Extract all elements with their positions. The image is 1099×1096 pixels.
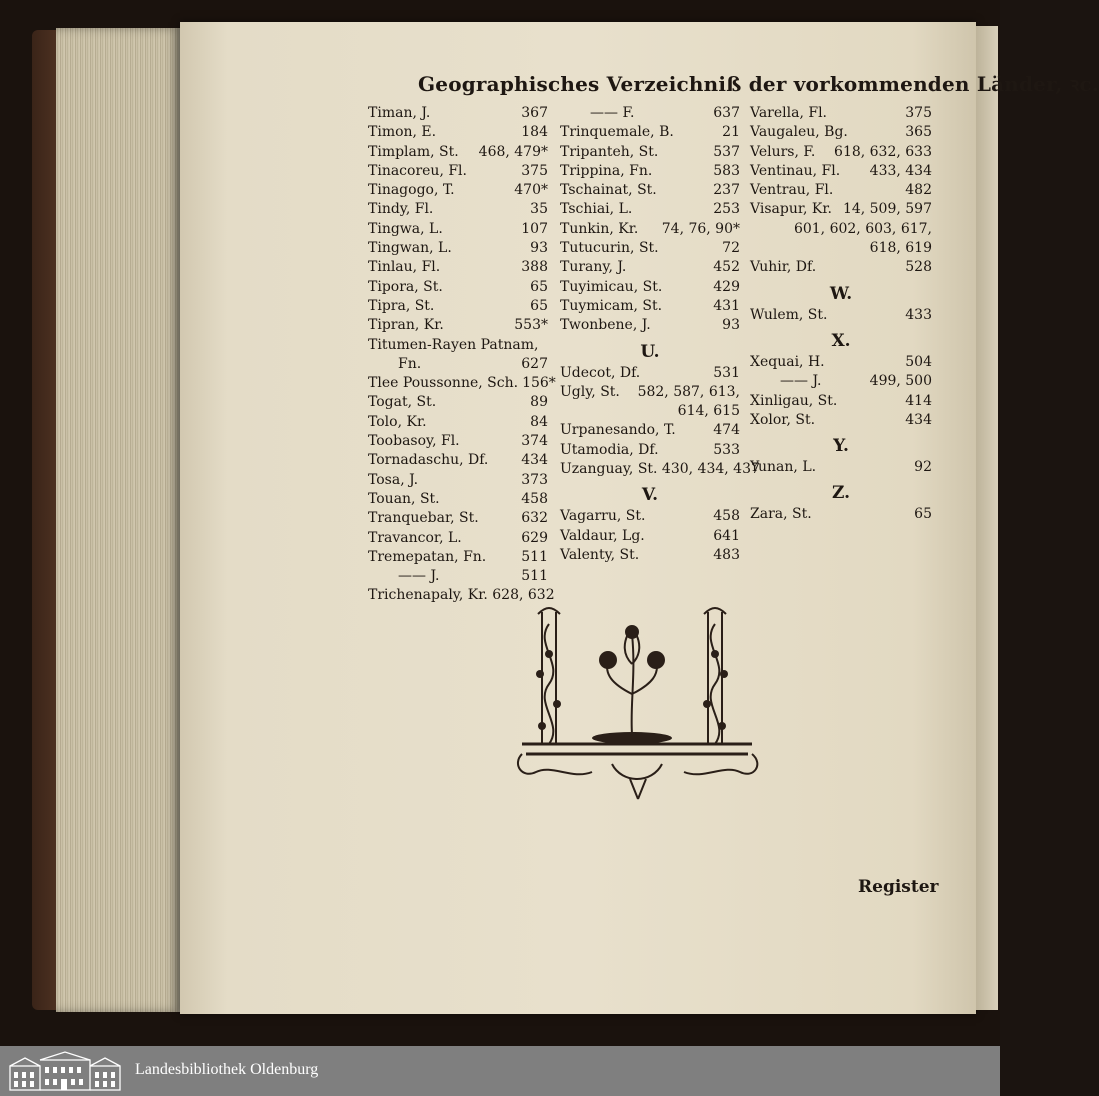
place-name: Xinligau, St. <box>750 392 838 409</box>
place-name: Ugly, St. <box>560 383 620 400</box>
index-entry <box>368 297 548 316</box>
index-entry <box>368 220 548 239</box>
place-name: Tremepatan, Fn. <box>368 548 487 565</box>
page-reference <box>555 586 559 605</box>
facing-page-edge <box>976 26 998 1010</box>
page-reference: 504 <box>905 353 932 370</box>
index-entry <box>368 123 548 142</box>
index-entry <box>560 297 740 316</box>
index-entry <box>750 104 932 123</box>
page-reference: 458 <box>521 490 548 507</box>
index-entry <box>560 181 740 200</box>
place-name: Vaugaleu, Bg. <box>750 124 848 141</box>
index-entry <box>368 258 548 277</box>
place-name: Twonbene, J. <box>560 317 651 334</box>
index-entry <box>560 364 740 383</box>
index-entry <box>750 200 932 219</box>
index-entry <box>368 143 548 162</box>
page-reference: 511 <box>521 568 548 585</box>
page-reference: 474 <box>713 422 740 439</box>
page-reference: 374 <box>521 433 548 450</box>
index-entry <box>750 162 932 181</box>
page-reference: 93 <box>722 317 740 334</box>
place-name: Trichenapaly, Kr. 628, 632 <box>368 587 555 604</box>
place-name: Tinagogo, T. <box>368 182 455 199</box>
place-name: Timon, E. <box>368 124 437 141</box>
place-name: Yunan, L. <box>750 459 817 476</box>
index-entry <box>368 529 548 548</box>
page-reference: 21 <box>722 124 740 141</box>
catchword: Register <box>858 877 939 897</box>
place-name: Trinquemale, B. <box>560 124 674 141</box>
place-name: Tornadaschu, Df. <box>368 452 489 469</box>
place-name: Tindy, Fl. <box>368 201 434 218</box>
place-name: Trippina, Fn. <box>560 162 653 179</box>
page-reference: 614, 615 <box>677 403 740 420</box>
index-entry <box>368 104 548 123</box>
page-reference: 388 <box>521 259 548 276</box>
library-building-logo <box>8 1050 122 1092</box>
place-name: —— J. <box>398 568 440 585</box>
page-reference: 531 <box>713 364 740 381</box>
page-reference: 35 <box>530 201 548 218</box>
page-reference: 107 <box>521 220 548 237</box>
page-reference: 528 <box>905 259 932 276</box>
index-entry <box>368 200 548 219</box>
index-entry <box>560 383 740 402</box>
page-reference: 373 <box>521 471 548 488</box>
page-reference: 375 <box>905 105 932 121</box>
place-name: Tipran, Kr. <box>368 317 444 334</box>
page-reference: 434 <box>521 452 548 469</box>
index-entry <box>368 278 548 297</box>
index-entry <box>368 471 548 490</box>
index-entry <box>560 316 740 335</box>
index-entry <box>368 413 548 432</box>
page-reference: 14, 509, 597 <box>842 201 932 218</box>
page-reference: 537 <box>713 143 740 160</box>
page-reference: 499, 500 <box>869 373 932 390</box>
index-entry <box>560 123 740 142</box>
index-entry <box>560 278 740 297</box>
index-entry <box>560 421 740 440</box>
page-reference: 184 <box>521 124 548 141</box>
index-entry <box>560 441 740 460</box>
index-entry <box>750 258 932 277</box>
place-name: Tingwa, L. <box>368 220 443 237</box>
place-name: —— J. <box>780 373 822 390</box>
page-reference: 582, 587, 613, <box>637 383 740 400</box>
index-entry <box>560 239 740 258</box>
index-entry-continuation <box>560 402 740 421</box>
library-name: Landesbibliothek Oldenburg <box>135 1061 319 1078</box>
running-title: Geographisches Verzeichniß der vorkommenden Länder, ꝛc. <box>418 72 1099 96</box>
letter-heading: Y. <box>833 436 849 457</box>
place-name: Ventrau, Fl. <box>750 182 834 199</box>
index-entry <box>750 411 932 430</box>
place-name: Fn. <box>398 355 422 372</box>
place-name: Tuymicam, St. <box>560 297 663 314</box>
page-reference: 72 <box>722 240 740 257</box>
page-reference: 65 <box>530 278 548 295</box>
place-name: Timplam, St. <box>368 143 459 160</box>
place-name: Tinlau, Fl. <box>368 259 441 276</box>
index-entry-continuation <box>750 372 932 391</box>
page-reference: 483 <box>713 546 740 563</box>
index-entry <box>368 374 556 393</box>
page-reference: 429 <box>713 278 740 295</box>
place-name: Titumen-Rayen Patnam, <box>368 336 539 353</box>
page-reference: 434 <box>905 411 932 428</box>
index-entry <box>750 306 932 325</box>
index-column-2 <box>560 104 760 565</box>
place-name: Turany, J. <box>560 259 627 276</box>
index-entry <box>368 181 548 200</box>
page-reference: 431 <box>713 297 740 314</box>
page-reference <box>544 336 548 355</box>
place-name: Tunkin, Kr. <box>560 220 639 237</box>
index-entry <box>750 505 932 524</box>
index-entry <box>560 527 740 546</box>
place-name: Ventinau, Fl. <box>750 162 841 179</box>
page-reference: 511 <box>521 548 548 565</box>
index-entry <box>560 546 740 565</box>
letter-heading: U. <box>640 341 660 362</box>
place-name: Tlee Poussonne, Sch. <box>368 375 519 392</box>
letter-heading: V. <box>641 485 659 506</box>
letter-heading: Z. <box>831 483 851 504</box>
index-entry <box>750 143 932 162</box>
place-name: Utamodia, Df. <box>560 441 659 458</box>
index-entry <box>560 200 740 219</box>
index-entry <box>560 507 740 526</box>
index-entry <box>750 392 932 411</box>
place-name: Tosa, J. <box>368 471 419 488</box>
page-reference: 618, 632, 633 <box>834 143 932 160</box>
page-reference: 414 <box>905 392 932 409</box>
index-entry <box>750 353 932 372</box>
place-name: Togat, St. <box>368 394 437 411</box>
index-column-3 <box>750 104 932 525</box>
place-name: Xequai, H. <box>750 353 825 370</box>
place-name: Varella, Fl. <box>750 105 827 121</box>
place-name: Valenty, St. <box>560 546 640 563</box>
page-reference: 641 <box>713 527 740 544</box>
index-entry-continuation <box>750 239 932 258</box>
place-name: Travancor, L. <box>368 529 462 546</box>
page-reference: 433 <box>905 306 932 323</box>
index-entry-continuation <box>368 355 548 374</box>
page-reference: 253 <box>713 201 740 218</box>
index-entry <box>750 181 932 200</box>
page-reference: 93 <box>530 240 548 257</box>
page-reference: 84 <box>530 413 548 430</box>
page-reference: 553* <box>514 317 548 334</box>
index-entry <box>560 460 760 479</box>
page-reference: 632 <box>521 510 548 527</box>
letter-heading: X. <box>831 330 851 351</box>
place-name: Tranquebar, St. <box>368 510 479 527</box>
page-reference: 156* <box>522 375 556 392</box>
index-entry <box>368 490 548 509</box>
index-entry <box>368 509 548 528</box>
index-entry <box>368 239 548 258</box>
place-name: Tschiai, L. <box>560 201 633 218</box>
page-edges <box>56 28 180 1012</box>
page-reference: 618, 619 <box>869 240 932 257</box>
place-name: Tingwan, L. <box>368 240 452 257</box>
page-reference: 375 <box>521 162 548 179</box>
index-entry <box>750 458 932 477</box>
index-entry <box>368 548 548 567</box>
index-entry <box>368 336 548 355</box>
page-reference: 237 <box>713 182 740 199</box>
place-name: Tripanteh, St. <box>560 143 659 160</box>
page-reference: 452 <box>713 259 740 276</box>
page-reference: 629 <box>521 529 548 546</box>
page-reference: 365 <box>905 124 932 141</box>
place-name: Tinacoreu, Fl. <box>368 162 467 179</box>
page-reference: 65 <box>914 506 932 523</box>
place-name: Velurs, F. <box>750 143 816 160</box>
place-name: Xolor, St. <box>750 411 816 428</box>
page-reference: 468, 479* <box>478 143 548 160</box>
page-reference: 470* <box>514 182 548 199</box>
page-reference: 482 <box>905 182 932 199</box>
index-entry <box>368 316 548 335</box>
place-name: Vagarru, St. <box>560 508 646 525</box>
page-reference: 92 <box>914 459 932 476</box>
place-name: Touan, St. <box>368 490 440 507</box>
index-entry <box>560 220 740 239</box>
index-entry <box>368 162 548 181</box>
index-entry <box>368 393 548 412</box>
page-reference: 74, 76, 90* <box>661 220 740 237</box>
index-entry-continuation <box>560 104 740 123</box>
index-entry <box>368 586 555 605</box>
place-name: Udecot, Df. <box>560 364 641 381</box>
index-entry <box>560 143 740 162</box>
place-name: Uzanguay, St. 430, 434, 437 <box>560 461 760 478</box>
index-entry <box>560 258 740 277</box>
index-entry <box>368 432 548 451</box>
place-name: Urpanesando, T. <box>560 422 676 439</box>
place-name: Vuhir, Df. <box>750 259 817 276</box>
index-entry <box>560 162 740 181</box>
place-name: Tolo, Kr. <box>368 413 427 430</box>
page-reference: 601, 602, 603, 617, <box>793 220 932 237</box>
place-name: Tuyimicau, St. <box>560 278 663 295</box>
letter-heading: W. <box>829 283 853 304</box>
place-name: Valdaur, Lg. <box>560 527 645 544</box>
index-entry-continuation <box>368 567 548 586</box>
page-reference: 583 <box>713 162 740 179</box>
page-reference: 65 <box>530 297 548 314</box>
index-entry <box>750 123 932 142</box>
place-name: Zara, St. <box>750 506 812 523</box>
place-name: Tschainat, St. <box>560 182 657 199</box>
library-footer-bar <box>0 1046 1000 1096</box>
page-reference: 637 <box>713 105 740 121</box>
place-name: Wulem, St. <box>750 306 828 323</box>
index-entry <box>368 451 548 470</box>
page-reference: 627 <box>521 355 548 372</box>
page-reference: 433, 434 <box>869 162 932 179</box>
page-reference: 89 <box>530 394 548 411</box>
place-name: Tipra, St. <box>368 297 435 314</box>
place-name: Toobasoy, Fl. <box>368 433 460 450</box>
floral-ornament-vignette <box>512 604 764 804</box>
place-name: Tutucurin, St. <box>560 240 659 257</box>
place-name: Tipora, St. <box>368 278 443 295</box>
place-name: Timan, J. <box>368 105 431 121</box>
place-name: Visapur, Kr. <box>750 201 832 218</box>
page-reference: 533 <box>713 441 740 458</box>
index-column-1 <box>368 104 556 606</box>
index-entry-continuation <box>750 220 932 239</box>
page-reference: 458 <box>713 508 740 525</box>
page-reference: 367 <box>521 105 548 121</box>
place-name: —— F. <box>590 105 635 121</box>
